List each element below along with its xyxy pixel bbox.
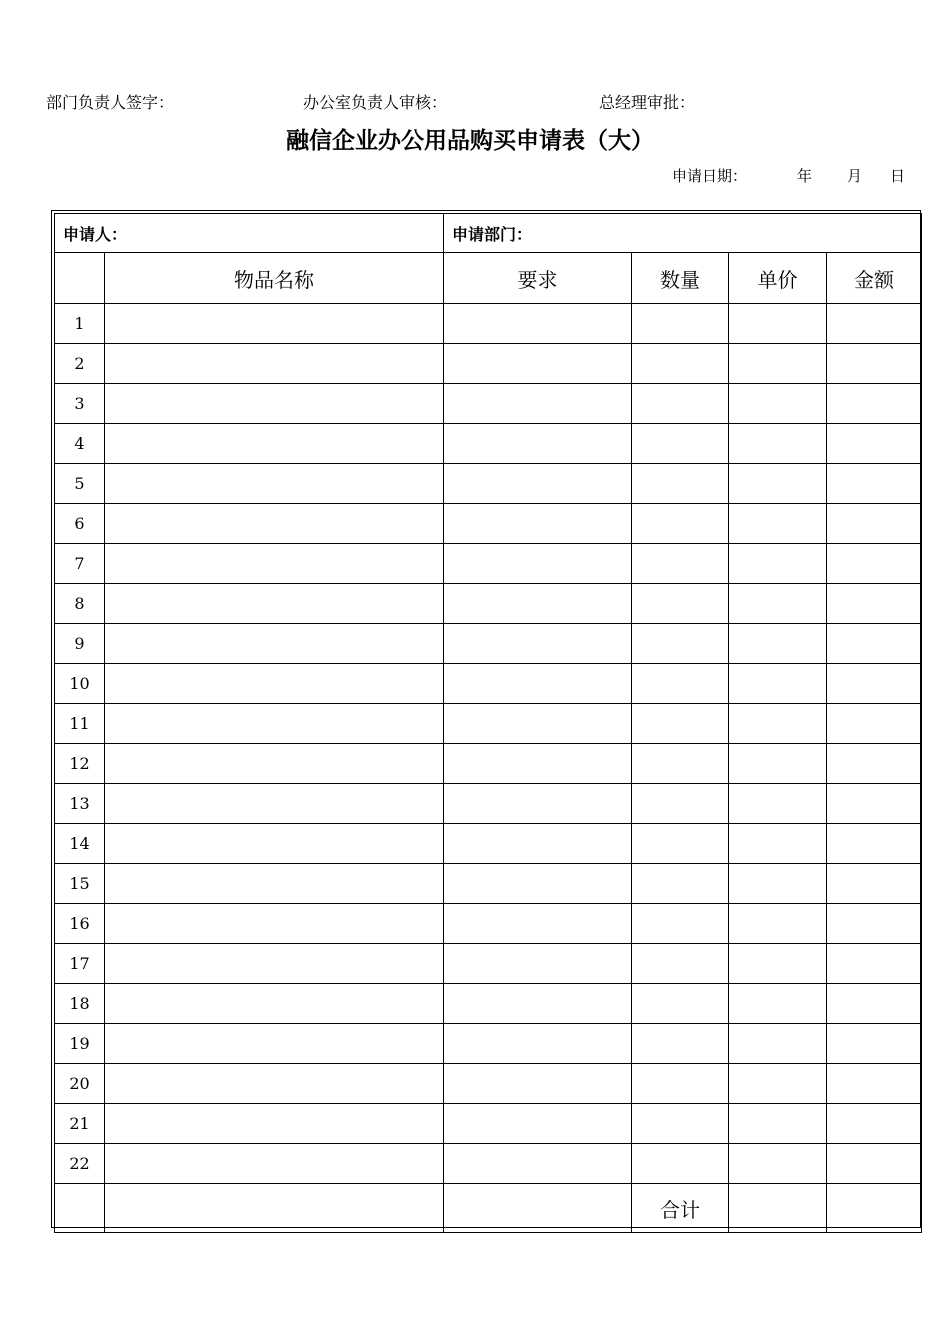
amount-cell[interactable] xyxy=(827,664,922,704)
quantity-cell[interactable] xyxy=(632,984,729,1024)
amount-cell[interactable] xyxy=(827,1024,922,1064)
amount-cell[interactable] xyxy=(827,1104,922,1144)
total-row xyxy=(55,1184,922,1233)
requirement-cell[interactable] xyxy=(444,424,632,464)
amount-cell[interactable] xyxy=(827,344,922,384)
row-number: 7 xyxy=(55,544,105,584)
requirement-cell[interactable] xyxy=(444,824,632,864)
date-day-label: 日 xyxy=(890,167,906,185)
item-name-cell[interactable] xyxy=(105,944,444,984)
row-number: 9 xyxy=(55,624,105,664)
applicant-label: 申请人： xyxy=(63,224,128,244)
quantity-cell[interactable] xyxy=(632,504,729,544)
amount-cell[interactable] xyxy=(827,744,922,784)
item-name-cell[interactable] xyxy=(105,1024,444,1064)
row-number: 14 xyxy=(55,824,105,864)
amount-cell[interactable] xyxy=(827,864,922,904)
column-header-amount: 金额 xyxy=(827,253,922,304)
date-year-label: 年 xyxy=(797,167,813,185)
amount-cell[interactable] xyxy=(827,464,922,504)
requirement-cell[interactable] xyxy=(444,344,632,384)
column-header-unit-price: 单价 xyxy=(729,253,827,304)
quantity-cell[interactable] xyxy=(632,584,729,624)
table-row xyxy=(55,504,922,544)
requirement-cell[interactable] xyxy=(444,944,632,984)
amount-cell[interactable] xyxy=(827,304,922,344)
table-row xyxy=(55,864,922,904)
unit-price-cell[interactable] xyxy=(729,744,827,784)
column-header-item-name: 物品名称 xyxy=(105,253,444,304)
requirement-cell[interactable] xyxy=(444,664,632,704)
row-number: 5 xyxy=(55,464,105,504)
requirement-cell[interactable] xyxy=(444,504,632,544)
row-number: 22 xyxy=(55,1144,105,1184)
requirement-cell[interactable] xyxy=(444,384,632,424)
row-number: 20 xyxy=(55,1064,105,1104)
column-header-requirement: 要求 xyxy=(444,253,632,304)
table-header-row xyxy=(55,253,922,304)
item-name-cell[interactable] xyxy=(105,464,444,504)
amount-cell[interactable] xyxy=(827,624,922,664)
unit-price-cell[interactable] xyxy=(729,1064,827,1104)
table-row xyxy=(55,1024,922,1064)
amount-cell[interactable] xyxy=(827,784,922,824)
item-name-cell[interactable] xyxy=(105,1144,444,1184)
quantity-cell[interactable] xyxy=(632,864,729,904)
quantity-cell[interactable] xyxy=(632,1144,729,1184)
amount-cell[interactable] xyxy=(827,544,922,584)
unit-price-cell[interactable] xyxy=(729,944,827,984)
row-number: 13 xyxy=(55,784,105,824)
requirement-cell[interactable] xyxy=(444,1144,632,1184)
quantity-cell[interactable] xyxy=(632,384,729,424)
unit-price-cell[interactable] xyxy=(729,584,827,624)
total-blank-name-cell xyxy=(105,1184,444,1233)
total-blank-requirement-cell xyxy=(444,1184,632,1233)
row-number: 15 xyxy=(55,864,105,904)
table-row xyxy=(55,664,922,704)
row-number: 16 xyxy=(55,904,105,944)
unit-price-cell[interactable] xyxy=(729,1104,827,1144)
item-name-cell[interactable] xyxy=(105,904,444,944)
item-name-cell[interactable] xyxy=(105,504,444,544)
quantity-cell[interactable] xyxy=(632,544,729,584)
requirement-cell[interactable] xyxy=(444,1104,632,1144)
amount-cell[interactable] xyxy=(827,944,922,984)
table-row xyxy=(55,544,922,584)
unit-price-cell[interactable] xyxy=(729,544,827,584)
general-manager-approval-label: 总经理审批： xyxy=(599,93,696,112)
item-name-cell[interactable] xyxy=(105,984,444,1024)
unit-price-cell[interactable] xyxy=(729,864,827,904)
office-head-review-label: 办公室负责人审核： xyxy=(303,93,448,112)
amount-cell[interactable] xyxy=(827,384,922,424)
requirement-cell[interactable] xyxy=(444,1024,632,1064)
quantity-cell[interactable] xyxy=(632,904,729,944)
total-blank-cell xyxy=(55,1184,105,1233)
row-number: 18 xyxy=(55,984,105,1024)
table-row xyxy=(55,1104,922,1144)
quantity-cell[interactable] xyxy=(632,1104,729,1144)
amount-cell[interactable] xyxy=(827,1144,922,1184)
amount-cell[interactable] xyxy=(827,904,922,944)
date-month-label: 月 xyxy=(847,167,863,185)
row-number: 21 xyxy=(55,1104,105,1144)
table-row xyxy=(55,424,922,464)
unit-price-cell[interactable] xyxy=(729,784,827,824)
table-row xyxy=(55,304,922,344)
table-row xyxy=(55,744,922,784)
requirement-cell[interactable] xyxy=(444,704,632,744)
table-row xyxy=(55,624,922,664)
amount-cell[interactable] xyxy=(827,584,922,624)
row-number: 11 xyxy=(55,704,105,744)
quantity-cell[interactable] xyxy=(632,1024,729,1064)
unit-price-cell[interactable] xyxy=(729,304,827,344)
row-number: 12 xyxy=(55,744,105,784)
requirement-cell[interactable] xyxy=(444,624,632,664)
dept-head-signature-label: 部门负责人签字： xyxy=(46,93,175,112)
requirement-cell[interactable] xyxy=(444,544,632,584)
application-date-label: 申请日期： xyxy=(672,167,748,185)
item-name-cell[interactable] xyxy=(105,744,444,784)
requirement-cell[interactable] xyxy=(444,784,632,824)
quantity-cell[interactable] xyxy=(632,744,729,784)
unit-price-cell[interactable] xyxy=(729,704,827,744)
row-number: 17 xyxy=(55,944,105,984)
row-number: 10 xyxy=(55,664,105,704)
unit-price-cell[interactable] xyxy=(729,424,827,464)
amount-cell[interactable] xyxy=(827,424,922,464)
total-amount-cell[interactable] xyxy=(827,1184,922,1233)
quantity-cell[interactable] xyxy=(632,304,729,344)
row-number: 3 xyxy=(55,384,105,424)
requirement-cell[interactable] xyxy=(444,464,632,504)
unit-price-cell[interactable] xyxy=(729,824,827,864)
table-row xyxy=(55,464,922,504)
table-row xyxy=(55,344,922,384)
unit-price-cell[interactable] xyxy=(729,464,827,504)
amount-cell[interactable] xyxy=(827,704,922,744)
quantity-cell[interactable] xyxy=(632,944,729,984)
total-label: 合计 xyxy=(632,1184,729,1233)
table-row xyxy=(55,1144,922,1184)
table-row xyxy=(55,584,922,624)
item-name-cell[interactable] xyxy=(105,664,444,704)
item-name-cell[interactable] xyxy=(105,624,444,664)
quantity-cell[interactable] xyxy=(632,1064,729,1104)
purchase-table xyxy=(54,213,922,1233)
table-row xyxy=(55,824,922,864)
item-name-cell[interactable] xyxy=(105,584,444,624)
quantity-cell[interactable] xyxy=(632,344,729,384)
page-title: 融信企业办公用品购买申请表（大） xyxy=(286,128,654,154)
item-name-cell[interactable] xyxy=(105,1064,444,1104)
quantity-cell[interactable] xyxy=(632,464,729,504)
unit-price-cell[interactable] xyxy=(729,904,827,944)
quantity-cell[interactable] xyxy=(632,784,729,824)
table-row xyxy=(55,384,922,424)
table-row xyxy=(55,904,922,944)
requirement-cell[interactable] xyxy=(444,904,632,944)
requirement-cell[interactable] xyxy=(444,584,632,624)
quantity-cell[interactable] xyxy=(632,704,729,744)
amount-cell[interactable] xyxy=(827,504,922,544)
quantity-cell[interactable] xyxy=(632,424,729,464)
requirement-cell[interactable] xyxy=(444,744,632,784)
item-name-cell[interactable] xyxy=(105,704,444,744)
department-label: 申请部门： xyxy=(452,224,533,244)
column-header-index xyxy=(55,253,105,304)
quantity-cell[interactable] xyxy=(632,624,729,664)
quantity-cell[interactable] xyxy=(632,824,729,864)
unit-price-cell[interactable] xyxy=(729,1024,827,1064)
amount-cell[interactable] xyxy=(827,824,922,864)
item-name-cell[interactable] xyxy=(105,424,444,464)
row-number: 2 xyxy=(55,344,105,384)
requirement-cell[interactable] xyxy=(444,864,632,904)
table-row xyxy=(55,944,922,984)
quantity-cell[interactable] xyxy=(632,664,729,704)
unit-price-cell[interactable] xyxy=(729,1144,827,1184)
table-row xyxy=(55,1064,922,1104)
unit-price-cell[interactable] xyxy=(729,344,827,384)
row-number: 4 xyxy=(55,424,105,464)
unit-price-cell[interactable] xyxy=(729,984,827,1024)
unit-price-cell[interactable] xyxy=(729,384,827,424)
row-number: 19 xyxy=(55,1024,105,1064)
unit-price-cell[interactable] xyxy=(729,624,827,664)
row-number: 1 xyxy=(55,304,105,344)
requirement-cell[interactable] xyxy=(444,1064,632,1104)
unit-price-cell[interactable] xyxy=(729,664,827,704)
applicant-field[interactable] xyxy=(55,214,444,253)
item-name-cell[interactable] xyxy=(105,1104,444,1144)
item-name-cell[interactable] xyxy=(105,784,444,824)
amount-cell[interactable] xyxy=(827,1064,922,1104)
table-row xyxy=(55,984,922,1024)
item-name-cell[interactable] xyxy=(105,384,444,424)
item-name-cell[interactable] xyxy=(105,304,444,344)
requirement-cell[interactable] xyxy=(444,984,632,1024)
applicant-row xyxy=(55,214,922,253)
total-unit-price-cell[interactable] xyxy=(729,1184,827,1233)
item-name-cell[interactable] xyxy=(105,864,444,904)
item-name-cell[interactable] xyxy=(105,544,444,584)
requirement-cell[interactable] xyxy=(444,304,632,344)
table-row xyxy=(55,784,922,824)
item-name-cell[interactable] xyxy=(105,824,444,864)
row-number: 6 xyxy=(55,504,105,544)
purchase-request-form xyxy=(51,210,921,1228)
item-name-cell[interactable] xyxy=(105,344,444,384)
department-field[interactable] xyxy=(444,214,922,253)
row-number: 8 xyxy=(55,584,105,624)
column-header-quantity: 数量 xyxy=(632,253,729,304)
table-row xyxy=(55,704,922,744)
amount-cell[interactable] xyxy=(827,984,922,1024)
unit-price-cell[interactable] xyxy=(729,504,827,544)
